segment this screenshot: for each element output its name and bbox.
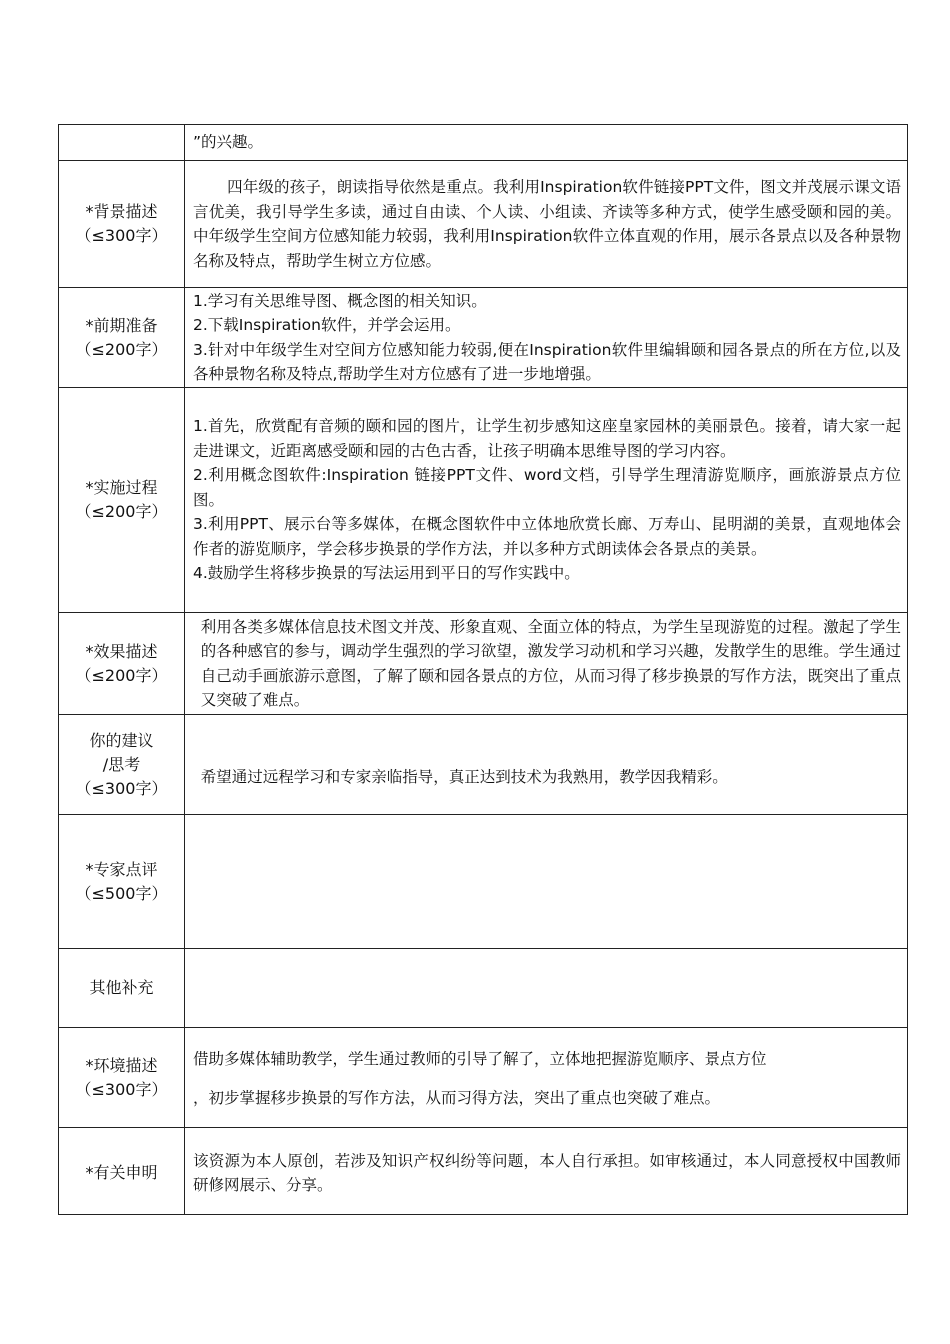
interest-text: ”的兴趣。 [193,133,264,152]
content-other [185,949,908,1028]
row-preparation [59,288,908,388]
background-label: *背景描述 [85,202,158,221]
environment-label: *环境描述 [85,1055,158,1075]
row-effect [59,613,908,715]
statement-text: 该资源为本人原创，若涉及知识产权纠纷等问题，本人自行承担。如审核通过，本人同意授权中国教师研修网展示、分享。 [193,1151,901,1194]
label-effect [59,613,185,715]
content-statement [185,1128,908,1215]
preparation-item-1: 1.学习有关思维导图、概念图的相关知识。 [193,291,487,310]
row-suggestion [59,715,908,815]
resource-form-table [58,124,908,1215]
environment-line-1: 借助多媒体辅助教学，学生通过教师的引导了解了，立体地把握游览顺序、景点方位 [193,1050,767,1068]
suggestion-limit: （≤300字） [75,778,168,798]
process-item-4: 4.鼓励学生将移步换景的写法运用到平日的写作实践中。 [193,564,580,583]
label-preparation [59,288,185,388]
label-other [59,949,185,1028]
content-suggestion [185,715,908,815]
process-item-2: 2.利用概念图软件:Inspiration 链接PPT文件、word文档，引导学生理清游览顺序，画旅游景点方位图。 [193,466,901,509]
suggestion-label: 你的建议 [89,730,154,750]
row-other [59,949,908,1028]
effect-label: *效果描述 [85,641,158,661]
environment-line-2: ，初步掌握移步换景的写作方法，从而习得方法，突出了重点也突破了难点。 [193,1088,721,1107]
label-suggestion [59,715,185,815]
background-text: 四年级的孩子，朗读指导依然是重点。我利用Inspiration软件链接PPT文件，图文并茂展示课文语言优美，我引导学生多读，通过自由读、个人读、小组读、齐读等多种方式，使学生感受颐和园的美。中年级学生空间方位感知能力较弱，我利用Inspiration软件立体直观的作用，展示各景点以及各种景物名称及特点，帮助学生树立方位感。 [193,178,901,270]
content-effect [185,613,908,715]
preparation-item-3: 3.针对中年级学生对空间方位感知能力较弱,便在Inspiration软件里编辑颐和园各景点的所在方位,以及各种景物名称及特点,帮助学生对方位感有了进一步地增强。 [193,340,901,383]
label-statement [59,1128,185,1215]
other-label: 其他补充 [89,978,154,997]
expert-label: *专家点评 [85,859,158,879]
label-environment [59,1028,185,1128]
content-expert [185,815,908,949]
process-label: *实施过程 [85,478,158,497]
label-empty [59,125,185,161]
process-limit: （≤200字） [75,502,168,521]
content-preparation [185,288,908,388]
expert-limit: （≤500字） [75,883,168,903]
row-interest [59,125,908,161]
content-background [185,161,908,288]
preparation-limit: （≤200字） [75,339,168,359]
row-expert [59,815,908,949]
preparation-label: *前期准备 [85,315,158,335]
effect-limit: （≤200字） [75,665,168,685]
content-environment [185,1028,908,1128]
process-item-1: 1.首先，欣赏配有音频的颐和园的图片，让学生初步感知这座皇家园林的美丽景色。接着，请大家一起走进课文，近距离感受颐和园的古色古香，让孩子明确本思维导图的学习内容。 [193,417,901,460]
content-interest [185,125,908,161]
row-process [59,388,908,613]
background-limit: （≤300字） [75,226,168,245]
effect-text: 利用各类多媒体信息技术图文并茂、形象直观、全面立体的特点，为学生呈现游览的过程。激起了学生的各种感官的参与，调动学生强烈的学习欲望，激发学习动机和学习兴趣，发散学生的思维。学生通过自己动手画旅游示意图，了解了颐和园各景点的方位，从而习得了移步换景的写作方法，既突出了重点又突破了难点。 [200,617,901,709]
suggestion-label-2: /思考 [102,754,141,774]
process-item-3: 3.利用PPT、展示台等多媒体，在概念图软件中立体地欣赏长廊、万寿山、昆明湖的美景，直观地体会作者的游览顺序，学会移步换景的学作方法，并以多种方式朗读体会各景点的美景。 [193,515,901,558]
form-sheet [58,124,901,1215]
row-statement [59,1128,908,1215]
label-expert [59,815,185,949]
row-background [59,161,908,288]
suggestion-text: 希望通过远程学习和专家亲临指导，真正达到技术为我熟用，教学因我精彩。 [200,768,728,787]
statement-label: *有关申明 [85,1163,158,1182]
label-process [59,388,185,613]
label-background [59,161,185,288]
environment-limit: （≤300字） [75,1079,168,1099]
content-process [185,388,908,613]
row-environment [59,1028,908,1128]
preparation-item-2: 2.下载Inspiration软件，并学会运用。 [193,316,461,334]
